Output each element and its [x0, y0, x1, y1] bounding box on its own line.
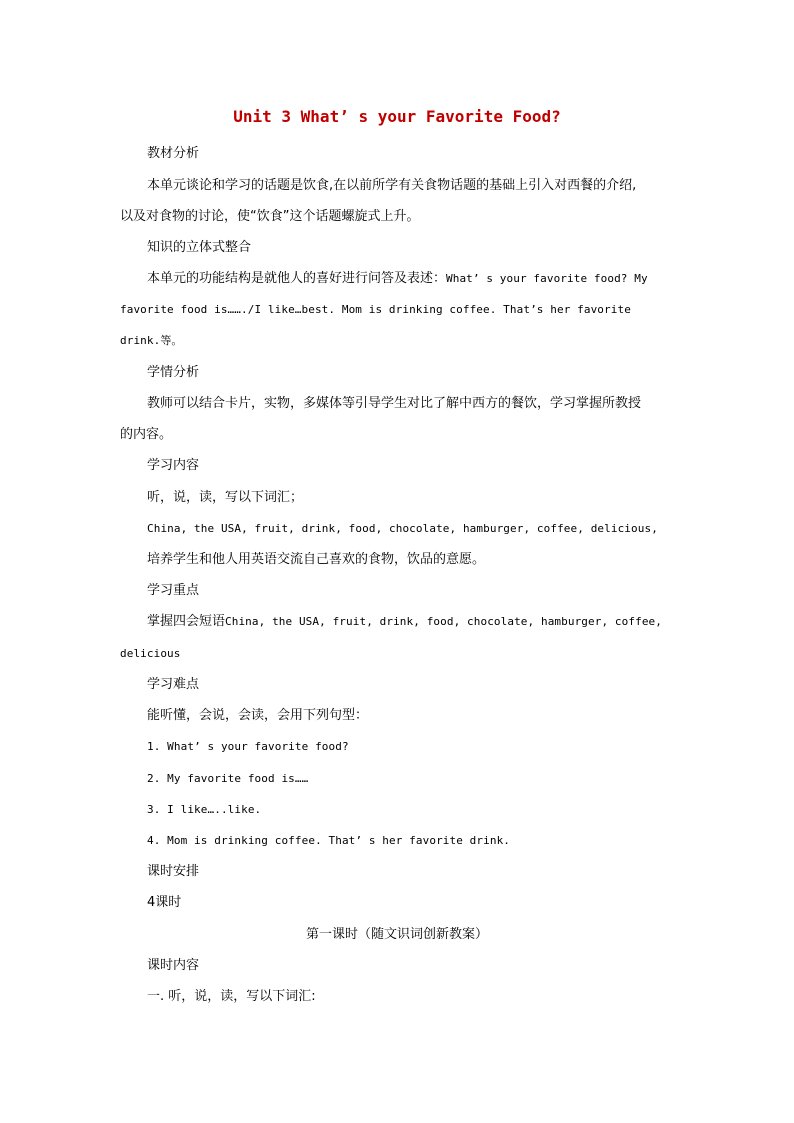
heading-lesson-content: 课时内容 [147, 958, 200, 973]
paragraph-line: 教师可以结合卡片，实物，多媒体等引导学生对比了解中西方的餐饮，学习掌握所教授 [147, 396, 642, 411]
text-cn: 本单元的功能结构是就他人的喜好进行问答及表述： [147, 271, 447, 286]
paragraph-line: drink.等。 [120, 334, 183, 347]
heading-knowledge-integration: 知识的立体式整合 [147, 240, 252, 255]
heading-difficulties: 学习难点 [147, 677, 200, 692]
paragraph-line [147, 613, 662, 631]
paragraph-line: 的内容。 [120, 427, 173, 442]
text-en: China, the USA, fruit, drink, food, chocolate, hamburger, coffee, [225, 615, 662, 628]
paragraph-line [147, 270, 648, 288]
text-cn: 掌握四会短语 [147, 614, 226, 629]
sentence-item: 2. My favorite food is…… [147, 772, 309, 785]
paragraph-line: 以及对食物的讨论，使“饮食”这个话题螺旋式上升。 [120, 209, 420, 224]
sentence-item: 3. I like…..like. [147, 803, 262, 816]
paragraph-line: 本单元谈论和学习的话题是饮食,在以前所学有关食物话题的基础上引入对西餐的介绍, [147, 178, 637, 193]
paragraph-line: 听，说，读，写以下词汇； [147, 490, 304, 505]
text-en: What’ s your favorite food? My [446, 272, 648, 285]
sentence-item: 4. Mom is drinking coffee. That’ s her favorite drink. [147, 834, 511, 847]
vocabulary-line: China, the USA, fruit, drink, food, chocolate, hamburger, coffee, delicious, [147, 522, 658, 535]
heading-student-analysis: 学情分析 [147, 365, 200, 380]
sentence-item: 1. What’ s your favorite food? [147, 740, 349, 753]
heading-learning-content: 学习内容 [147, 458, 200, 473]
paragraph-line: 一. 听，说，读，写以下词汇: [147, 989, 316, 1004]
lesson-title: 第一课时（随文识词创新教案） [305, 927, 488, 942]
heading-key-points: 学习重点 [147, 583, 200, 598]
heading-schedule: 课时安排 [147, 864, 200, 879]
paragraph-line: delicious [120, 647, 181, 660]
paragraph-line: favorite food is……./I like…best. Mom is drinking coffee. That’s her favorite [120, 303, 631, 316]
paragraph-line: 培养学生和他人用英语交流自己喜欢的食物，饮品的意愿。 [147, 552, 486, 567]
document-title: Unit 3 What’ s your Favorite Food? [233, 107, 561, 126]
paragraph-line: 能听懂，会说，会读，会用下列句型： [147, 708, 369, 723]
paragraph-line: 4课时 [147, 895, 182, 910]
heading-textbook-analysis: 教材分析 [147, 146, 200, 161]
